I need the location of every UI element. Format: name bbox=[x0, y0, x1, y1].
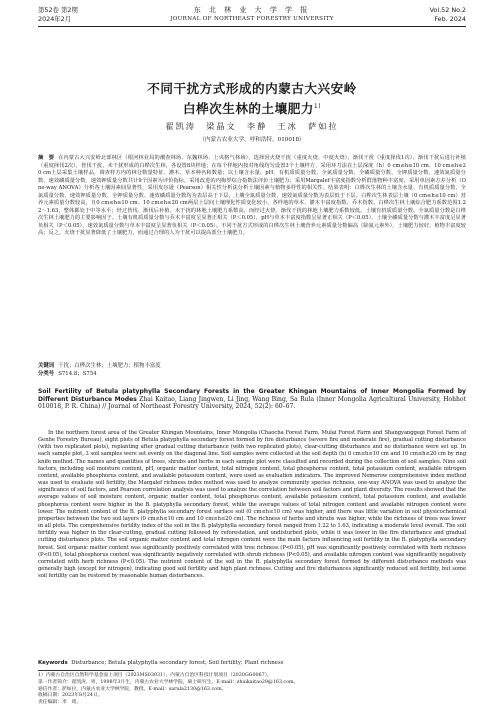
volume-en: Vol.52 No.2 bbox=[429, 6, 466, 14]
title-line-1: 不同干扰方式形成的内蒙古大兴安岭 bbox=[147, 81, 357, 96]
footnote-fund: 1）内蒙古自治区自然科学基金面上项目（2023MS03031），内蒙古自治区科技计划项目（2020GG0067）。 bbox=[38, 673, 272, 678]
classification-cn: S714.8；S754 bbox=[58, 371, 97, 377]
date-en: Feb. 2024 bbox=[434, 14, 466, 23]
footnote-corresponding-author: 通信作者：萨如拉，内蒙古农业大学林学院，教授。E-mail：sarula2130@163.com。 bbox=[38, 686, 227, 692]
english-title-block bbox=[38, 388, 466, 411]
running-header bbox=[38, 6, 466, 28]
classification-row bbox=[38, 371, 466, 379]
keywords-en-row bbox=[38, 660, 466, 667]
keywords-label-cn: 关键词 bbox=[38, 363, 55, 369]
keywords-label-en: Keywords bbox=[38, 660, 68, 666]
title-line-2 bbox=[38, 98, 466, 118]
footnote-editor: 责任编辑：李 琦。 bbox=[38, 700, 82, 706]
title-footnote-mark: 1) bbox=[313, 103, 322, 110]
abstract-cn bbox=[38, 155, 466, 238]
classification-label-cn: 分类号 bbox=[38, 371, 55, 377]
abstract-label-cn: 摘 要 bbox=[38, 155, 55, 161]
footnotes bbox=[38, 673, 466, 707]
header-right bbox=[430, 6, 466, 23]
journal-name-cn: 东 北 林 业 大 学 学 报 bbox=[193, 6, 311, 14]
volume-cn: 第52卷 第2期 bbox=[38, 6, 78, 14]
abstract-en: In the northern forest area of the Greater Khingan Mountains, Inner Mongolia (Chaocha Forest Farm, Mulai Forest Farm and Shangyanggegi Forest Farm of Genhe Forestry Bureau), eight plots of Betula platyphylla secondary forest formed by fire disturbance (severe fire and moderate fire), gradual cutting disturbance (with two replicated plots), replanting after gradual cutting disturbance (with two replicated plots), clear-cutting disturbance and no disturbance were set up. In each sample plot, 3 soil samples were set evenly on the diagonal line. Soil samples were collected at the soil depth (h) 0 cm≤h≤10 cm and 10 cm≤h≤20 cm by ring knife method. The names and quantities of trees, shrubs and herbs in each sample plot were classified and recorded during the collection of soil samples. Nine soil factors, including soil moisture content, pH, organic matter content, total nitrogen content, total phosphorus content, total potassium content, available nitrogen content, available phosphorus content, and available potassium content, were used as evaluation indicators. The improved Nemerow comprehensive index method was used to evaluate soil fertility, the Margalef richness index method was used to analyze community species richness, one-way ANOVA was used to analyze the significance of soil factors, and Pearson correlation analysis was used to analyze the correlation between soil factors and plant diversity. The results showed that the average values of soil moisture content, organic matter content, total phosphorus content, available potassium content, total potassium content, and available phosphorus content were higher in the B. platyphylla secondary forest, while the average values of total nitrogen content and available nitrogen content were lower. The nutrient content of the B. platyphylla secondary forest surface soil (0 cm≤h≤10 cm) was higher, and there was little variation in soil physicochemical properties between the two soil layers (0 cm≤h≤10 cm and 10 cm≤h≤20 cm). The richness of herbs and shrubs was higher, while the richness of trees was lower in all plots. The comprehensive fertility index of the soil in the B. platyphylla secondary forest ranged from 1.22 to 1.63, indicating a moderate level overall. The soil fertility was higher in the clear-cutting, gradual cutting followed by reforestation, and undisturbed plots, while it was lower in the fire disturbance and gradual cutting disturbance plots. The soil organic matter content and total nitrogen content were the main factors influencing soil fertility in the B. platyphylla secondary forest. Soil organic matter content was significantly positively correlated with tree richness (P<0.05), pH was significantly positively correlated with herb richness (P<0.05), total phosphorus content was significantly negatively correlated with shrub richness (P<0.05), and available nitrogen content was significantly negatively correlated with herb richness (P<0.05). The nutrient content of the soil in the B. platyphylla secondary forest formed by different disturbance methods was generally high (except for nitrogen), indicating good soil fertility and high plant richness. Cutting and fire disturbances significantly reduced soil fertility, but some soil fertility can be restored by reasonable human disturbances. bbox=[38, 430, 466, 580]
article-title-cn bbox=[38, 80, 466, 118]
header-divider bbox=[38, 26, 466, 27]
title-line-2-text: 白桦次生林的土壤肥力 bbox=[182, 101, 314, 117]
footnote-divider bbox=[38, 670, 134, 671]
citation-en: Zhai Kaitao, Liang Jingwen, Li Jing, Wang Bing, Sa Rula (Inner Mongolia Agricultural University, Hohhot 010018, P. R. China) // Journal of Northeast Forestry University, 2024, 52(2): 60–67. bbox=[38, 395, 466, 411]
keywords-cn: 干扰；白桦次生林；土壤肥力；植物丰富度 bbox=[58, 363, 161, 369]
footnote-received: 收稿日期：2023年8月24日。 bbox=[38, 693, 103, 699]
footnote-first-author: 第一作者简介：翟凯涛，男，1998年3月生，内蒙古农业大学林学院，硕士研究生。E-mail：zhaikaitao29@163.com。 bbox=[38, 679, 299, 685]
affiliation-cn: （内蒙古农业大学，呼和浩特，010018） bbox=[199, 137, 305, 143]
abstract-body-cn: 在内蒙古大兴安岭北部林区（根河林业局的潮查林场、东魏林场、上央格气林场），选择因火烧干扰（重度火烧、中度火烧）、渐伐干扰（重度择伐1次）、渐伐干扰后进行补植（重度择伐2次），皆伐干扰、未干扰形成的白桦次生林，各设置8块样地；在每个样地内按对角线均匀设置3个土壤样方，采用环刀法在土层深度（h）0 cm≤h≤10 cm、10 cm≤h≤20 cm土层采集土壤样品，调查样方内的林分数量特征、灌木、草本种名和数量；以土壤含水量、pH、有机质质量分数、全氮质量分数、全磷质量分数、全钾质量分数、速效氮质量分数、速效磷质量分数、速效钾质量分数共计9个因素为评价指标，采用改进的内梅罗综合指数法评价土壤肥力；采用Margalef丰富度指数分析群落物种丰富度，采用单因素方差分析（One-way ANOVA）分析各土壤因素间显著性，采用皮尔逊（Pearson）相关性分析法分析土壤因素与植物多样性的相关性。结果表明：白桦次生林的土壤含水量、有机质质量分数、全氮质量分数、速效钾质量分数、全钾质量分数、速效磷质量分数均为表层高于下层，土壤全氮质量分数、速效氮质量分数为表层低于下层。白桦次生林表层土壤（0 cm≤h≤10 cm）营养元素质量分数较高，且0 cm≤h≤10 cm、10 cm≤h≤20 cm两层土层间土壤理化性质变化较小。各样地的草本、灌木丰富度指数、乔木指数。白桦次生林土壤综合肥力系数范围1.22～1.63，整体都处于中等水平；经过皆伐、渐伐后补植、未干扰的林地土壤肥力系数高，而经过火烧、渐伐干扰的林地土壤肥力系数较低。土壤有机质质量分数、全氮质量分数是白桦次生林土壤肥力的主要影响因子。土壤有机质质量分数与乔木丰富度呈显著正相关（P＜0.05），pH与草本丰富度指数呈显著正相关（P＜0.05），土壤全磷质量分数与灌木丰富度呈显著负相关（P＜0.05），速效氮质量分数与草本丰富度呈显著负相关（P＜0.05）。不同干扰方式形成的白桦次生林土壤营养元素质量分数偏高（除氮元素外），土壤肥力较好，植物丰富度较高；反之，火烧干扰显著降低了土壤肥力，而通过合理的人为干扰可以提高部分土壤肥力。 bbox=[38, 155, 467, 237]
header-center bbox=[38, 6, 466, 23]
date-cn: 2024年2月 bbox=[38, 14, 72, 23]
journal-name-en: JOURNAL OF NORTHEAST FORESTRY UNIVERSITY bbox=[170, 15, 334, 22]
title-en: Soil Fertility of Betula platyphylla Secondary Forests in the Greater Khingan Mountains of Inner Mongolia Formed by Different Disturbance Modes bbox=[38, 388, 466, 403]
authors-cn: 翟凯涛 梁晶文 李静 王冰 萨如拉 bbox=[165, 121, 339, 131]
keywords-cn-row bbox=[38, 363, 466, 371]
keywords-en: Disturbance; Betula platyphylla secondary forest; Soil fertility; Plant richness bbox=[71, 660, 284, 666]
